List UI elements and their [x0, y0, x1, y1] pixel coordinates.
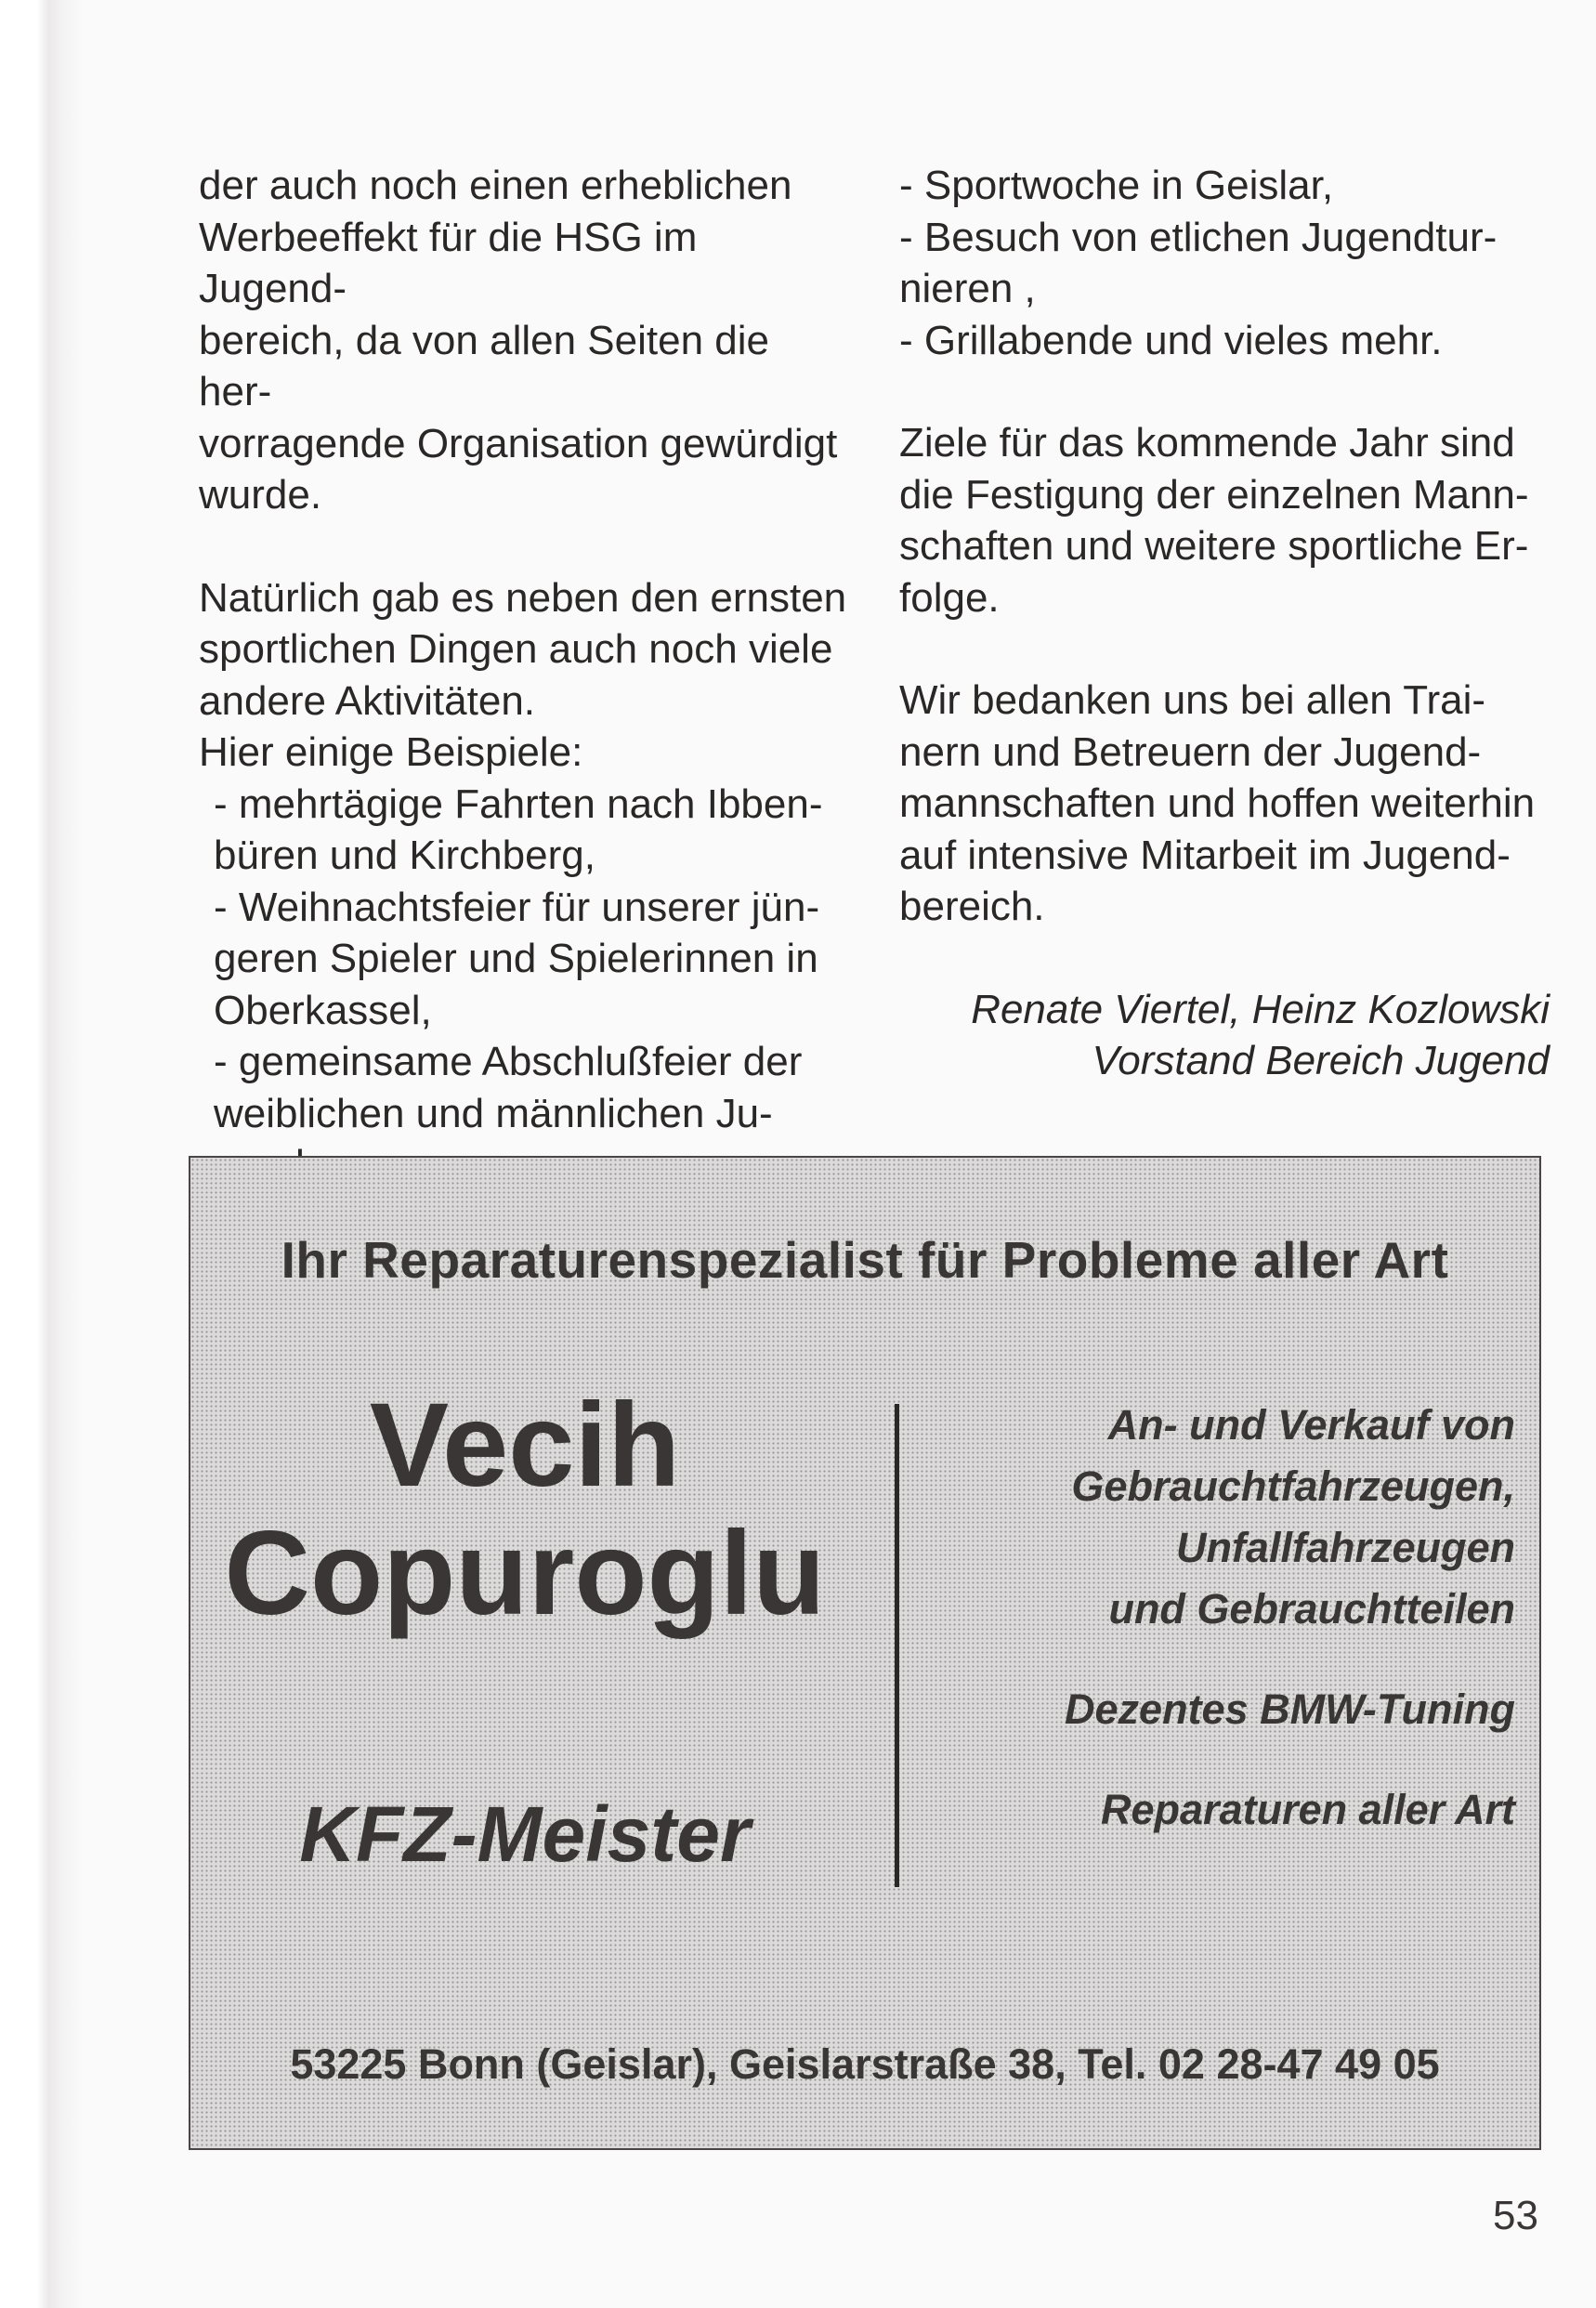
- text-line: die Festigung der einzelnen Mann-: [899, 471, 1529, 518]
- list-line: - Sportwoche in Geislar,: [899, 163, 1334, 208]
- list-line: nieren ,: [899, 266, 1036, 311]
- activity-list-continued: [899, 160, 1550, 366]
- text-line: Wir bedanken uns bei allen Trai-: [899, 677, 1485, 723]
- list-line: büren und Kirchberg,: [214, 833, 595, 878]
- list-line: - mehrtägige Fahrten nach Ibben-: [214, 780, 823, 827]
- text-line: Werbeeffekt für die HSG im Jugend-: [199, 214, 698, 311]
- service-line: Unfallfahrzeugen: [1175, 1524, 1515, 1571]
- service-tuning: Dezentes BMW-Tuning: [1065, 1685, 1515, 1733]
- ad-title: KFZ-Meister: [299, 1790, 751, 1878]
- list-line: geren Spieler und Spielerinnen in: [214, 936, 818, 981]
- left-paragraph-1: [199, 160, 849, 521]
- text-line: bereich.: [899, 884, 1045, 929]
- ad-divider: [895, 1404, 899, 1887]
- right-paragraph-2: [899, 675, 1550, 933]
- advertisement: [189, 1156, 1541, 2150]
- list-line: - gemeinsame Abschlußfeier der: [214, 1039, 803, 1084]
- service-line: und Gebrauchtteilen: [1108, 1585, 1515, 1633]
- list-line: Oberkassel,: [214, 987, 432, 1033]
- text-line: bereich, da von allen Seiten die her-: [199, 317, 769, 414]
- left-column: [199, 160, 849, 1191]
- text-line: auf intensive Mitarbeit im Jugend-: [899, 832, 1511, 878]
- list-line: - Besuch von etlichen Jugendtur-: [899, 214, 1498, 260]
- list-line: - Weihnachtsfeier für unserer jün-: [214, 884, 820, 930]
- text-line: sportlichen Dingen auch noch viele: [199, 626, 833, 672]
- signature: [899, 984, 1550, 1087]
- text-line: andere Aktivitäten.: [199, 677, 536, 724]
- ad-services: [921, 1395, 1515, 1841]
- binding-shadow: [0, 0, 84, 2308]
- ad-first-name: Vecih: [369, 1379, 681, 1512]
- signature-role: Vorstand Bereich Jugend: [1092, 1038, 1550, 1083]
- text-line: vorragende Organisation gewürdigt: [199, 420, 838, 466]
- signature-names: Renate Viertel, Heinz Kozlowski: [971, 986, 1550, 1032]
- text-line: der auch noch einen erheblichen: [199, 163, 792, 208]
- right-column: [899, 160, 1550, 1087]
- text-line: wurde.: [199, 472, 322, 518]
- text-line: Hier einige Beispiele:: [199, 729, 583, 775]
- text-line: schaften und weitere sportliche Er-: [899, 523, 1529, 569]
- list-line: - Grillabende und vieles mehr.: [899, 317, 1443, 363]
- service-repairs: Reparaturen aller Art: [1101, 1786, 1515, 1833]
- page-number: 53: [1493, 2193, 1538, 2238]
- list-line: weiblichen und männlichen Ju-: [214, 1090, 773, 1136]
- ad-last-name: Copuroglu: [224, 1507, 826, 1640]
- text-line: mannschaften und hoffen weiterhin: [899, 780, 1536, 826]
- text-line: Ziele für das kommende Jahr sind: [899, 420, 1515, 466]
- ad-headline: Ihr Reparaturenspezialist für Probleme aller Art: [281, 1231, 1449, 1289]
- activity-list: [199, 779, 849, 1191]
- text-line: folge.: [899, 574, 1000, 621]
- text-line: Natürlich gab es neben den ernsten: [199, 574, 847, 621]
- service-line: Gebrauchtfahrzeugen,: [1071, 1462, 1515, 1510]
- service-line: An- und Verkauf von: [1107, 1401, 1515, 1449]
- text-line: nern und Betreuern der Jugend-: [899, 728, 1482, 775]
- left-paragraph-2: [199, 572, 849, 779]
- right-paragraph-1: [899, 417, 1550, 623]
- ad-address: 53225 Bonn (Geislar), Geislarstraße 38, Tel. 02 28-47 49 05: [290, 2040, 1440, 2088]
